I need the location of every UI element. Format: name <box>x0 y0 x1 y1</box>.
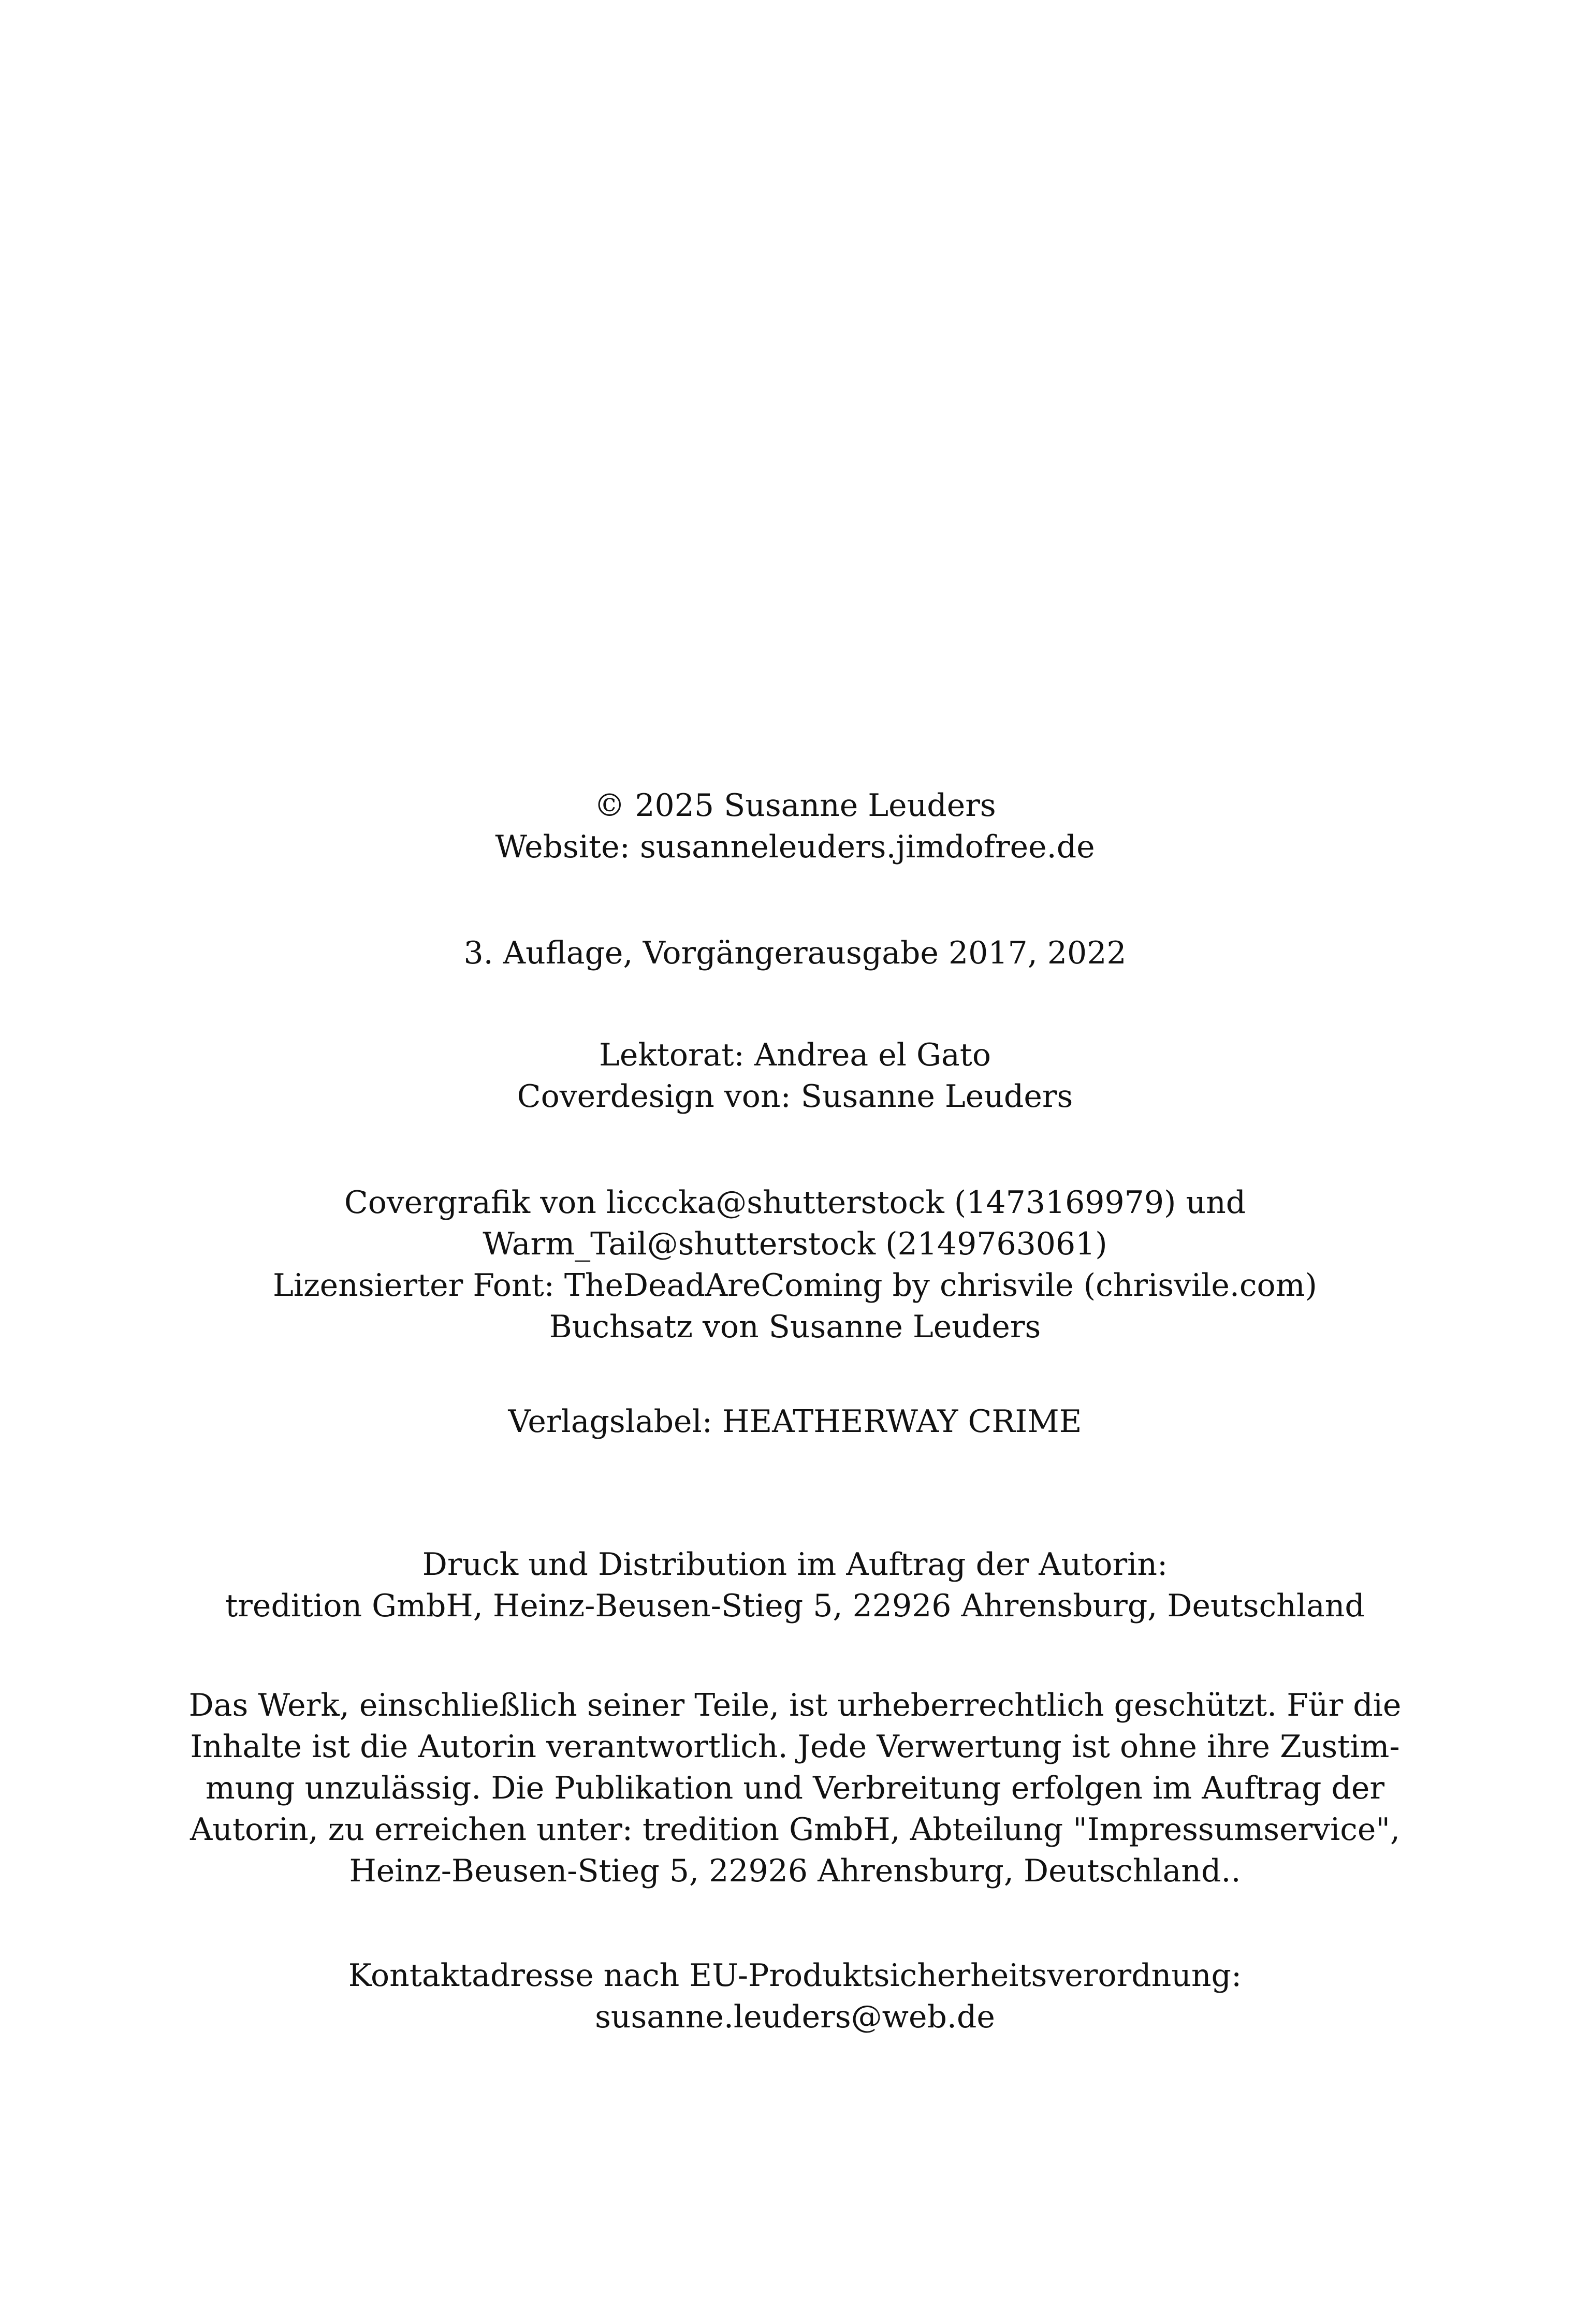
typesetting-line: Buchsatz von Susanne Leuders <box>549 1309 1041 1345</box>
credits-block <box>0 1034 1590 1117</box>
contact-heading: Kontaktadresse nach EU-Produktsicherheitsverordnung: <box>348 1957 1242 1994</box>
legal-notice-line-5: Heinz-Beusen-Stieg 5, 22926 Ahrensburg, Deutschland.. <box>349 1853 1241 1889</box>
cover-graphic-line-2: Warm_Tail@shutterstock (2149763061) <box>483 1226 1107 1262</box>
website-line: Website: susanneleuders.jimdofree.de <box>495 829 1095 865</box>
licensed-font-line: Lizensierter Font: TheDeadAreComing by chrisvile (chrisvile.com) <box>273 1267 1317 1304</box>
cover-credits-block <box>0 1182 1590 1348</box>
legal-notice-line-2: Inhalte ist die Autorin verantwortlich. Jede Verwertung ist ohne ihre Zustim- <box>190 1729 1400 1765</box>
legal-notice-line-4: Autorin, zu erreichen unter: tredition GmbH, Abteilung "Impressumservice", <box>189 1811 1401 1848</box>
print-address-line: tredition GmbH, Heinz-Beusen-Stieg 5, 22926 Ahrensburg, Deutschland <box>225 1588 1365 1624</box>
cover-graphic-line: Covergrafik von licccka@shutterstock (1473169979) und <box>344 1185 1246 1221</box>
copyright-block <box>0 785 1590 868</box>
legal-notice-line-3: mung unzulässig. Die Publikation und Verbreitung erfolgen im Auftrag der <box>205 1770 1385 1806</box>
print-distribution-line: Druck und Distribution im Auftrag der Autorin: <box>422 1546 1168 1583</box>
legal-notice-line-1: Das Werk, einschließlich seiner Teile, ist urheberrechtlich geschützt. Für die <box>188 1687 1402 1723</box>
contact-block <box>0 1955 1590 2038</box>
publisher-label-line: Verlagslabel: HEATHERWAY CRIME <box>508 1404 1082 1440</box>
edition-block <box>0 932 1590 974</box>
editor-line: Lektorat: Andrea el Gato <box>599 1037 991 1073</box>
publisher-label-block <box>0 1401 1590 1442</box>
copyright-notice: © 2025 Susanne Leuders <box>594 787 996 824</box>
print-distribution-block <box>0 1544 1590 1627</box>
cover-design-line: Coverdesign von: Susanne Leuders <box>517 1078 1073 1115</box>
contact-email: susanne.leuders@web.de <box>595 1999 995 2035</box>
legal-notice-block <box>0 1685 1590 1892</box>
edition-line: 3. Auflage, Vorgängerausgabe 2017, 2022 <box>463 935 1127 971</box>
